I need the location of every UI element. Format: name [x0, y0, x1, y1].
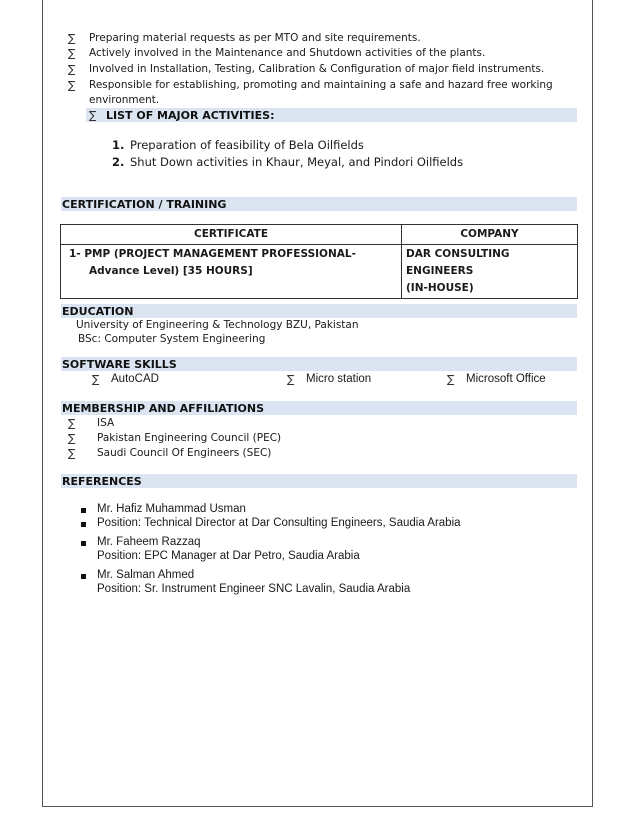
major-activities-heading: LIST OF MAJOR ACTIVITIES: [106, 109, 275, 122]
square-bullet-icon [81, 541, 86, 546]
education-heading: EDUCATION [62, 305, 134, 318]
reference-position: Position: Technical Director at Dar Consulting Engineers, Saudia Arabia [97, 517, 461, 529]
square-bullet-icon [81, 574, 86, 579]
square-bullet-icon [81, 508, 86, 513]
certification-heading: CERTIFICATION / TRAINING [62, 198, 227, 211]
square-bullet-icon [81, 522, 86, 527]
certificate-cell [61, 245, 402, 299]
bullet-icon: ∑ [89, 109, 97, 122]
responsibility-item-continued: environment. [89, 94, 160, 106]
reference-name: Mr. Salman Ahmed [97, 569, 195, 581]
table-row [61, 245, 578, 299]
membership-item: ISA [97, 417, 115, 429]
certificate-line: 1- PMP (PROJECT MANAGEMENT PROFESSIONAL- [69, 248, 356, 260]
software-item: Micro station [306, 373, 372, 385]
responsibility-item: Responsible for establishing, promoting and maintaining a safe and hazard free working [89, 79, 553, 91]
company-line: DAR CONSULTING ENGINEERS [406, 248, 510, 277]
certificate-line: Advance Level) [35 HOURS] [89, 265, 253, 277]
col-company: COMPANY [402, 225, 578, 245]
reference-name: Mr. Faheem Razzaq [97, 536, 201, 548]
activity-item: Shut Down activities in Khaur, Meyal, and Pindori Oilfields [130, 155, 464, 169]
company-line: (IN-HOUSE) [406, 282, 474, 294]
bullet-icon: ∑ [68, 447, 76, 460]
responsibility-item: Involved in Installation, Testing, Calibration & Configuration of major field instruments. [89, 63, 545, 75]
software-heading: SOFTWARE SKILLS [62, 358, 177, 371]
bullet-icon: ∑ [68, 47, 76, 60]
bullet-icon: ∑ [68, 432, 76, 445]
bullet-icon: ∑ [68, 32, 76, 45]
reference-name: Mr. Hafiz Muhammad Usman [97, 503, 246, 515]
activity-item: Preparation of feasibility of Bela Oilfields [130, 138, 364, 152]
bullet-icon: ∑ [287, 373, 295, 386]
certification-table [60, 224, 578, 299]
bullet-icon: ∑ [68, 63, 76, 76]
bullet-icon: ∑ [447, 373, 455, 386]
membership-item: Saudi Council Of Engineers (SEC) [97, 447, 272, 459]
software-item: AutoCAD [111, 373, 159, 385]
membership-item: Pakistan Engineering Council (PEC) [97, 432, 282, 444]
reference-position: Position: EPC Manager at Dar Petro, Saudia Arabia [97, 550, 360, 562]
bullet-icon: ∑ [92, 373, 100, 386]
membership-heading: MEMBERSHIP AND AFFILIATIONS [62, 402, 265, 415]
software-item: Microsoft Office [466, 373, 546, 385]
company-cell [402, 245, 578, 299]
bullet-icon: ∑ [68, 79, 76, 92]
education-degree: BSc: Computer System Engineering [78, 333, 266, 345]
activity-number: 2. [112, 155, 125, 169]
education-bar [61, 304, 577, 318]
activity-number: 1. [112, 138, 125, 152]
col-certificate: CERTIFICATE [61, 225, 402, 245]
table-header-row [61, 225, 578, 245]
responsibility-item: Preparing material requests as per MTO and site requirements. [89, 32, 421, 44]
reference-position: Position: Sr. Instrument Engineer SNC Lavalin, Saudia Arabia [97, 583, 411, 595]
references-heading: REFERENCES [62, 475, 142, 488]
education-university: University of Engineering & Technology BZU, Pakistan [76, 319, 359, 331]
bullet-icon: ∑ [68, 417, 76, 430]
responsibility-item: Actively involved in the Maintenance and Shutdown activities of the plants. [89, 47, 486, 59]
